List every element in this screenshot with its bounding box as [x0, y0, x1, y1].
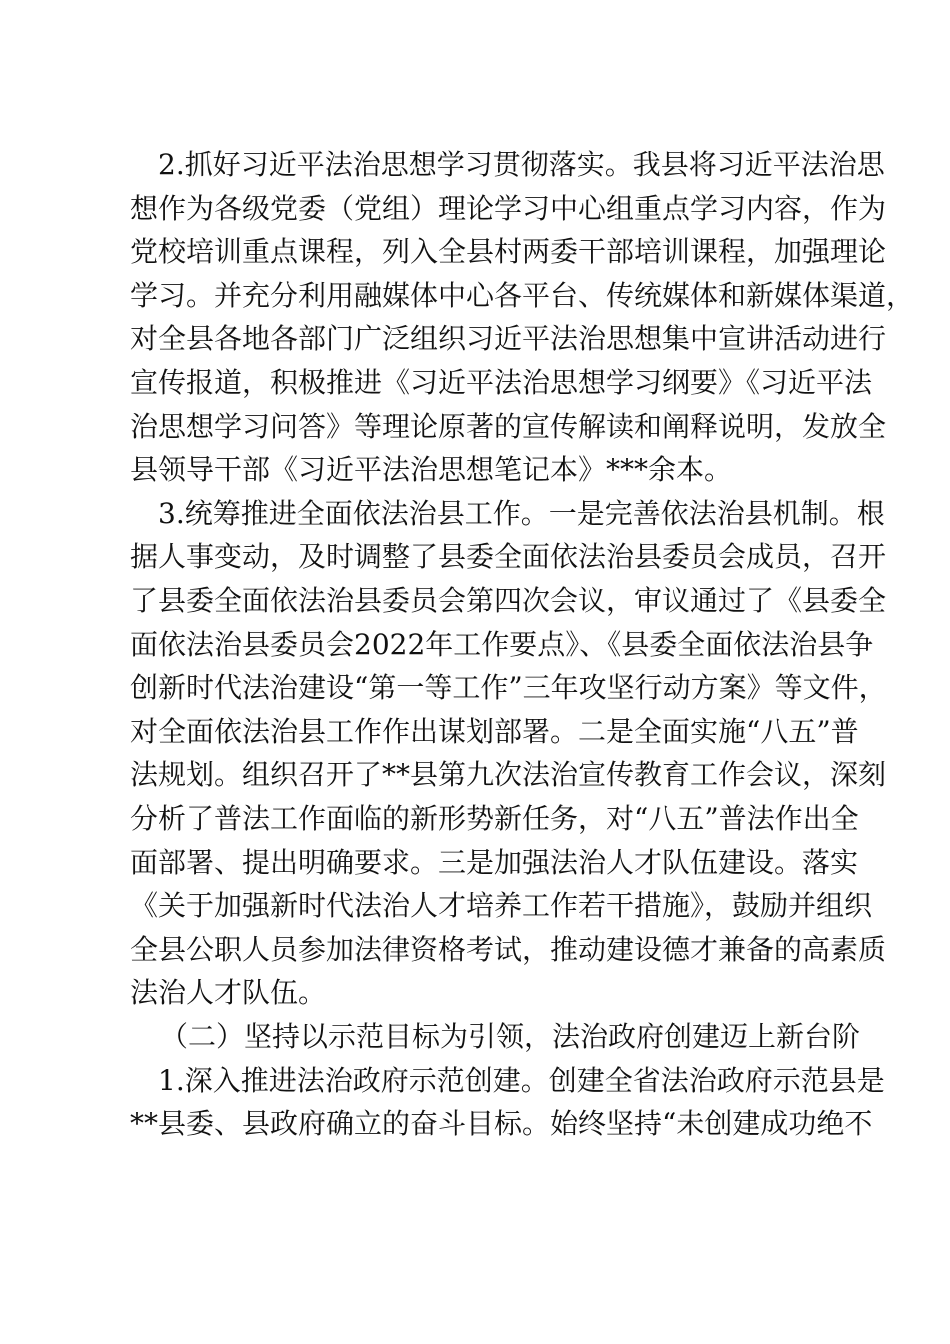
text-line: 法治人才队伍。	[130, 976, 327, 1010]
text-line: 想作为各级党委（党组）理论学习中心组重点学习内容，作为	[130, 191, 887, 225]
text-line: （二）坚持以示范目标为引领，法治政府创建迈上新台阶	[160, 1020, 861, 1053]
text-line: 法规划。组织召开了**县第九次法治宣传教育工作会议，深刻	[130, 758, 887, 792]
text-line: 对全面依法治县工作作出谋划部署。二是全面实施“八五”普	[130, 714, 859, 748]
text-line: 3.统筹推进全面依法治县工作。一是完善依法治县机制。根	[158, 496, 885, 530]
text-line: 面部署、提出明确要求。三是加强法治人才队伍建设。落实	[130, 845, 859, 879]
text-line: 治思想学习问答》等理论原著的宣传解读和阐释说明，发放全	[130, 409, 887, 443]
text-line: 1.深入推进法治政府示范创建。创建全省法治政府示范县是	[158, 1063, 885, 1097]
text-line: 《关于加强新时代法治人才培养工作若干措施》，鼓励并组织	[130, 889, 873, 923]
text-line: 了县委全面依法治县委员会第四次会议，审议通过了《县委全	[130, 584, 887, 617]
text-line: 面依法治县委员会2022年工作要点》、《县委全面依法治县争	[130, 627, 874, 661]
text-line: 宣传报道，积极推进《习近平法治思想学习纲要》《习近平法	[130, 366, 873, 399]
text-line: 分析了普法工作面临的新形势新任务，对“八五”普法作出全	[130, 802, 859, 835]
text-line: 据人事变动，及时调整了县委全面依法治县委员会成员，召开	[130, 540, 887, 574]
text-line: **县委、县政府确立的奋斗目标。始终坚持“未创建成功绝不	[130, 1107, 873, 1141]
text-line: 对全县各地各部门广泛组织习近平法治思想集中宣讲活动进行	[130, 322, 887, 356]
text-line: 2.抓好习近平法治思想学习贯彻落实。我县将习近平法治思	[158, 148, 885, 181]
text-line: 学习。并充分利用融媒体中心各平台、传统媒体和新媒体渠道，	[130, 278, 915, 312]
text-line: 党校培训重点课程，列入全县村两委干部培训课程，加强理论	[130, 235, 887, 269]
text-line: 县领导干部《习近平法治思想笔记本》***余本。	[130, 453, 733, 487]
text-line: 全县公职人员参加法律资格考试，推动建设德才兼备的高素质	[130, 932, 887, 966]
text-line: 创新时代法治建设“第一等工作”三年攻坚行动方案》等文件，	[130, 671, 887, 705]
